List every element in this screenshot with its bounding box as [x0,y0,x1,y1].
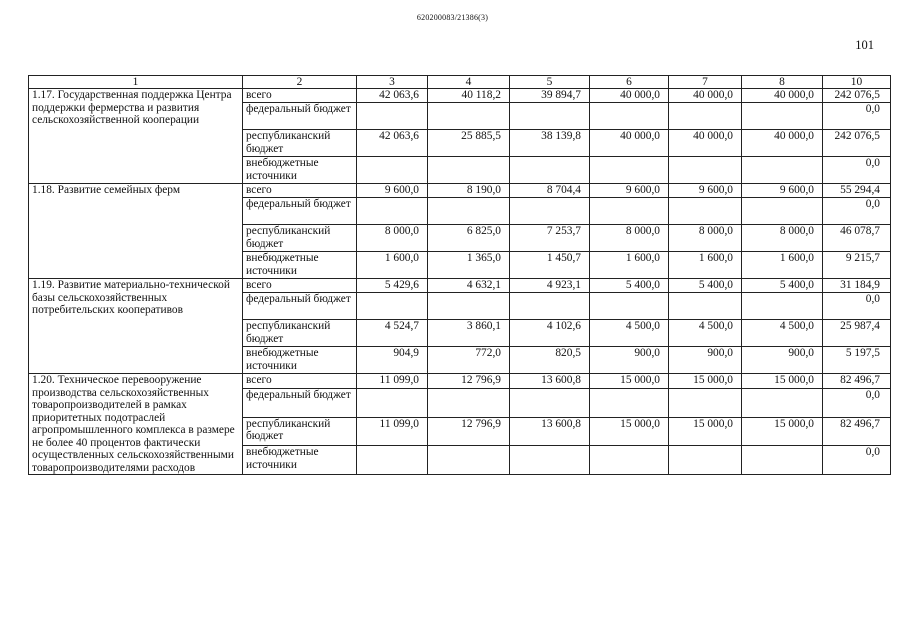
value-cell: 4 102,6 [510,320,590,347]
column-header: 1 [29,76,243,89]
value-cell: 4 632,1 [428,279,510,293]
value-cell: 904,9 [357,347,428,374]
value-cell: 242 076,5 [823,89,891,103]
value-cell: 0,0 [823,157,891,184]
funding-source-cell: внебюджетные источники [243,347,357,374]
value-cell [357,446,428,475]
table-row [29,89,891,103]
funding-table [28,75,891,475]
column-header: 4 [428,76,510,89]
funding-source-cell: республиканский бюджет [243,225,357,252]
task-name-cell: 1.17. Государственная поддержка Центра поддержки фермерства и развития сельскохозяйственной кооперации [29,89,243,184]
funding-source-cell: республиканский бюджет [243,417,357,446]
value-cell: 15 000,0 [590,417,669,446]
column-header: 10 [823,76,891,89]
value-cell: 5 400,0 [742,279,823,293]
value-cell: 13 600,8 [510,374,590,389]
value-cell: 15 000,0 [742,374,823,389]
value-cell [428,157,510,184]
value-cell: 9 600,0 [590,184,669,198]
value-cell: 4 500,0 [590,320,669,347]
value-cell: 8 190,0 [428,184,510,198]
value-cell [590,198,669,225]
value-cell: 4 500,0 [669,320,742,347]
funding-source-cell: федеральный бюджет [243,293,357,320]
funding-source-cell: внебюджетные источники [243,252,357,279]
document-code: 620200083/21386(3) [416,13,489,22]
column-header: 3 [357,76,428,89]
value-cell: 42 063,6 [357,130,428,157]
value-cell: 9 600,0 [357,184,428,198]
value-cell [669,103,742,130]
value-cell: 3 860,1 [428,320,510,347]
value-cell [669,157,742,184]
value-cell: 8 704,4 [510,184,590,198]
value-cell: 40 000,0 [742,89,823,103]
value-cell: 0,0 [823,446,891,475]
value-cell: 9 600,0 [742,184,823,198]
value-cell: 39 894,7 [510,89,590,103]
value-cell: 0,0 [823,103,891,130]
funding-source-cell: федеральный бюджет [243,103,357,130]
value-cell: 40 000,0 [590,89,669,103]
column-header: 7 [669,76,742,89]
value-cell [669,293,742,320]
column-header: 6 [590,76,669,89]
value-cell: 772,0 [428,347,510,374]
value-cell [510,157,590,184]
value-cell [742,103,823,130]
table-header-row [29,76,891,89]
value-cell: 1 600,0 [590,252,669,279]
value-cell: 8 000,0 [357,225,428,252]
value-cell [428,446,510,475]
value-cell: 82 496,7 [823,374,891,389]
funding-source-cell: всего [243,89,357,103]
value-cell: 5 197,5 [823,347,891,374]
value-cell: 8 000,0 [742,225,823,252]
value-cell [510,446,590,475]
value-cell [742,388,823,417]
value-cell: 25 987,4 [823,320,891,347]
task-name-cell: 1.19. Развитие материально-технической базы сельскохозяйственных потребительских кооперативов [29,279,243,374]
value-cell: 40 000,0 [669,89,742,103]
value-cell: 40 000,0 [669,130,742,157]
value-cell [357,157,428,184]
value-cell: 42 063,6 [357,89,428,103]
funding-source-cell: всего [243,184,357,198]
value-cell: 15 000,0 [669,374,742,389]
value-cell: 1 365,0 [428,252,510,279]
value-cell: 1 600,0 [669,252,742,279]
value-cell: 40 000,0 [590,130,669,157]
value-cell: 9 215,7 [823,252,891,279]
value-cell [357,388,428,417]
value-cell: 9 600,0 [669,184,742,198]
value-cell [742,198,823,225]
value-cell [669,446,742,475]
value-cell: 13 600,8 [510,417,590,446]
value-cell: 7 253,7 [510,225,590,252]
funding-source-cell: федеральный бюджет [243,388,357,417]
value-cell [357,198,428,225]
funding-source-cell: республиканский бюджет [243,320,357,347]
value-cell: 4 923,1 [510,279,590,293]
value-cell: 242 076,5 [823,130,891,157]
value-cell: 0,0 [823,293,891,320]
value-cell: 1 600,0 [357,252,428,279]
value-cell [510,293,590,320]
value-cell: 46 078,7 [823,225,891,252]
value-cell: 1 450,7 [510,252,590,279]
funding-source-cell: всего [243,279,357,293]
value-cell: 900,0 [669,347,742,374]
value-cell: 31 184,9 [823,279,891,293]
value-cell: 55 294,4 [823,184,891,198]
value-cell [669,388,742,417]
value-cell: 900,0 [742,347,823,374]
value-cell [428,198,510,225]
value-cell: 0,0 [823,198,891,225]
value-cell: 40 000,0 [742,130,823,157]
funding-source-cell: федеральный бюджет [243,198,357,225]
value-cell: 40 118,2 [428,89,510,103]
task-name-cell: 1.18. Развитие семейных ферм [29,184,243,279]
value-cell: 5 400,0 [669,279,742,293]
value-cell [742,157,823,184]
value-cell [590,388,669,417]
value-cell: 4 524,7 [357,320,428,347]
value-cell: 15 000,0 [590,374,669,389]
value-cell: 5 400,0 [590,279,669,293]
value-cell [510,198,590,225]
value-cell [669,198,742,225]
value-cell: 11 099,0 [357,374,428,389]
value-cell: 820,5 [510,347,590,374]
value-cell: 1 600,0 [742,252,823,279]
funding-source-cell: республиканский бюджет [243,130,357,157]
value-cell: 8 000,0 [590,225,669,252]
value-cell: 12 796,9 [428,374,510,389]
value-cell: 15 000,0 [669,417,742,446]
table-row [29,184,891,198]
value-cell [742,446,823,475]
funding-source-cell: внебюджетные источники [243,446,357,475]
page-number: 101 [855,38,874,52]
value-cell [590,157,669,184]
value-cell [428,103,510,130]
value-cell [590,103,669,130]
value-cell: 8 000,0 [669,225,742,252]
value-cell: 4 500,0 [742,320,823,347]
value-cell: 900,0 [590,347,669,374]
value-cell: 12 796,9 [428,417,510,446]
task-name-cell: 1.20. Техническое перевооружение производства сельскохозяйственных товаропроизводителей в рамках приоритетных подотраслей агропромышленного комплекса в размере не более 40 процентов фактически осуществленных сельскохозяйственными товаропроизводителями расходов [29,374,243,475]
value-cell: 6 825,0 [428,225,510,252]
value-cell [510,103,590,130]
value-cell [590,293,669,320]
value-cell [510,388,590,417]
column-header: 8 [742,76,823,89]
value-cell: 25 885,5 [428,130,510,157]
value-cell: 15 000,0 [742,417,823,446]
funding-source-cell: всего [243,374,357,389]
value-cell: 11 099,0 [357,417,428,446]
value-cell [742,293,823,320]
column-header: 5 [510,76,590,89]
value-cell [590,446,669,475]
funding-source-cell: внебюджетные источники [243,157,357,184]
table-row [29,279,891,293]
value-cell: 82 496,7 [823,417,891,446]
column-header: 2 [243,76,357,89]
value-cell: 38 139,8 [510,130,590,157]
value-cell [428,293,510,320]
value-cell: 0,0 [823,388,891,417]
value-cell [357,103,428,130]
table-row [29,374,891,389]
value-cell [428,388,510,417]
value-cell: 5 429,6 [357,279,428,293]
value-cell [357,293,428,320]
